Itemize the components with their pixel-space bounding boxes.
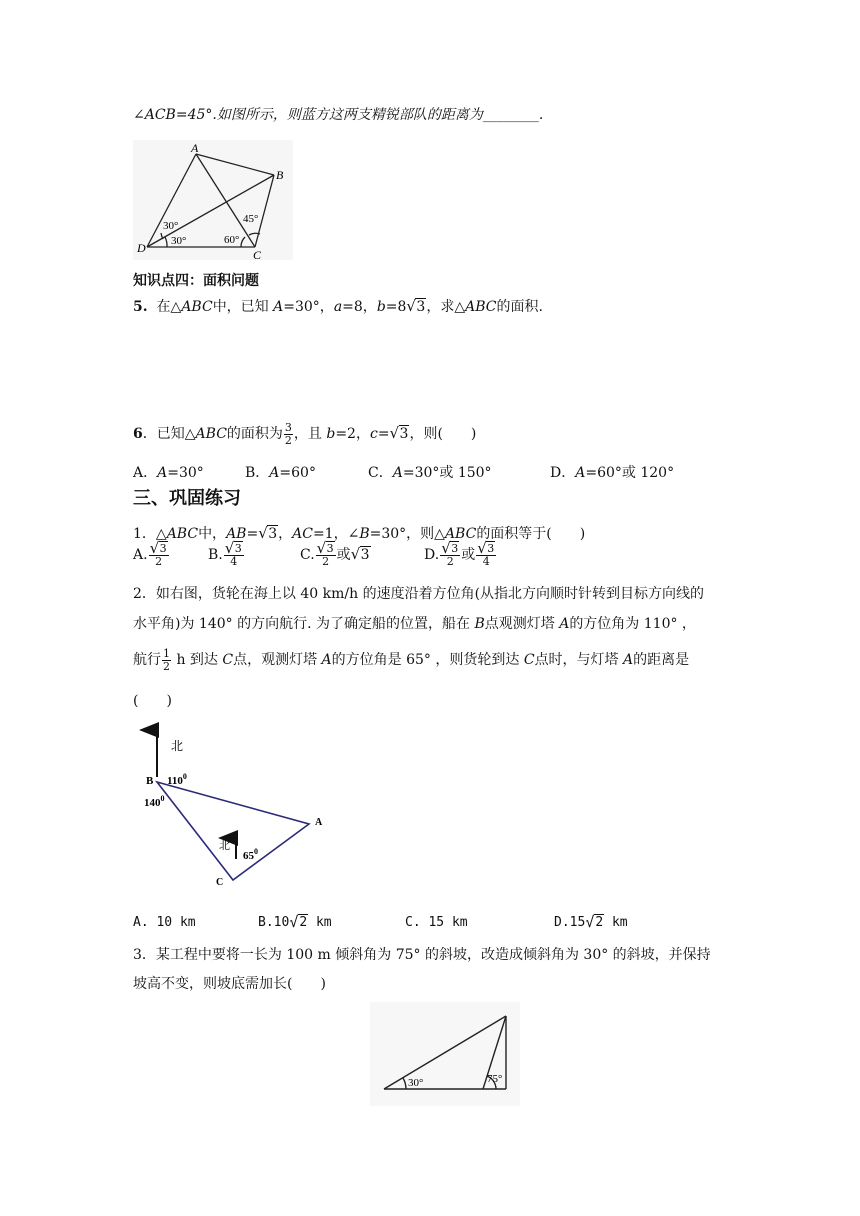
q6-option-b: B．A=60° [245,465,316,481]
north-label-1: 北 [171,739,184,753]
figure-navigation [133,722,343,892]
angle-110: $110^0$ [167,772,187,787]
sqrt-symbol: √ 3 [406,297,426,315]
figure-quadrilateral [133,140,293,260]
figure-slope [370,1002,520,1106]
q6-option-d: D．A=60°或 120° [550,465,675,481]
point-b: B [146,775,154,787]
point-c: C [216,877,224,888]
label-B: B [276,168,284,182]
angle-label-45: 45° [243,213,259,225]
section-title-area: 知识点四：面积问题 [133,273,259,289]
intro-line: ∠ACB=45°.如图所示，则蓝方这两支精锐部队的距离为________. [133,107,544,123]
practice-2-line2: 水平角)为 140° 的方向航行. 为了确定船的位置，船在 B点观测灯塔 A的方位角为 110° ， [133,616,696,632]
p1-option-c: C. √ 3 2 或 √ 3 [300,539,370,568]
practice-2-line1: 2．如右图，货轮在海上以 40 km/h 的速度沿着方位角(从指北方向顺时针转到目标方向线的 [133,586,705,602]
practice-3-line2: 坡高不变，则坡底需加长( ) [133,976,326,992]
p2-option-d: D.15 √ 2 km [554,913,628,931]
angle-label-30b: 30° [171,235,187,247]
label-A: A [191,141,199,155]
angle-140: $140^0$ [144,794,165,809]
practice-3-line1: 3．某工程中要将一长为 100 m 倾斜角为 75° 的斜坡，改造成倾斜角为 30° 的斜坡，并保持 [133,947,711,963]
q6-option-c: C．A=30°或 150° [368,465,492,481]
p2-option-a: A. 10 km [133,915,196,930]
route-triangle [157,782,309,880]
practice-2-line3: 航行 $\frac{1}{2}$ h 到达 C点，观测灯塔 A的方位角是 65° ，则货轮到达 C点时，与灯塔 A的距离是 [133,647,690,673]
question-6: 6．已知△ABC的面积为 $\frac{3}{2}$ ，且 b=2，c= √ 3，则( ) [133,421,477,447]
angle-label-60: 60° [224,234,240,246]
angle-label-75: 75° [487,1073,503,1085]
section-title-practice: 三、巩固练习 [133,488,241,509]
angle-65: $65^0$ [243,847,258,862]
label-C: C [253,248,262,260]
fraction: $\frac{3}{2}$ [284,421,292,447]
angle-label-30a: 30° [163,220,179,232]
p1-option-b: B. √ 3 4 [208,539,242,568]
north-label-2: 北 [219,840,230,852]
figure-background [370,1002,520,1106]
label-D: D [137,241,146,255]
q6-option-a: A．A=30° [133,465,204,481]
p2-option-c: C. 15 km [405,915,468,930]
p1-option-d: D. √ 3 2 或 √ 3 4 [424,539,495,568]
point-a: A [315,817,323,828]
practice-2-line4: ( ) [133,693,172,709]
angle-label-30: 30° [408,1077,424,1089]
practice-1: 1．△ABC中，AB= √ 3，AC=1，∠B=30°，则△ABC的面积等于( ) [133,524,586,542]
question-5: 5. 在△ABC中，已知 A=30°，a=8，b=8 √ 3，求△ABC的面积. [133,297,543,315]
p1-option-a: A. √ 3 2 [133,539,167,568]
p2-option-b: B.10 √ 2 km [258,913,332,931]
